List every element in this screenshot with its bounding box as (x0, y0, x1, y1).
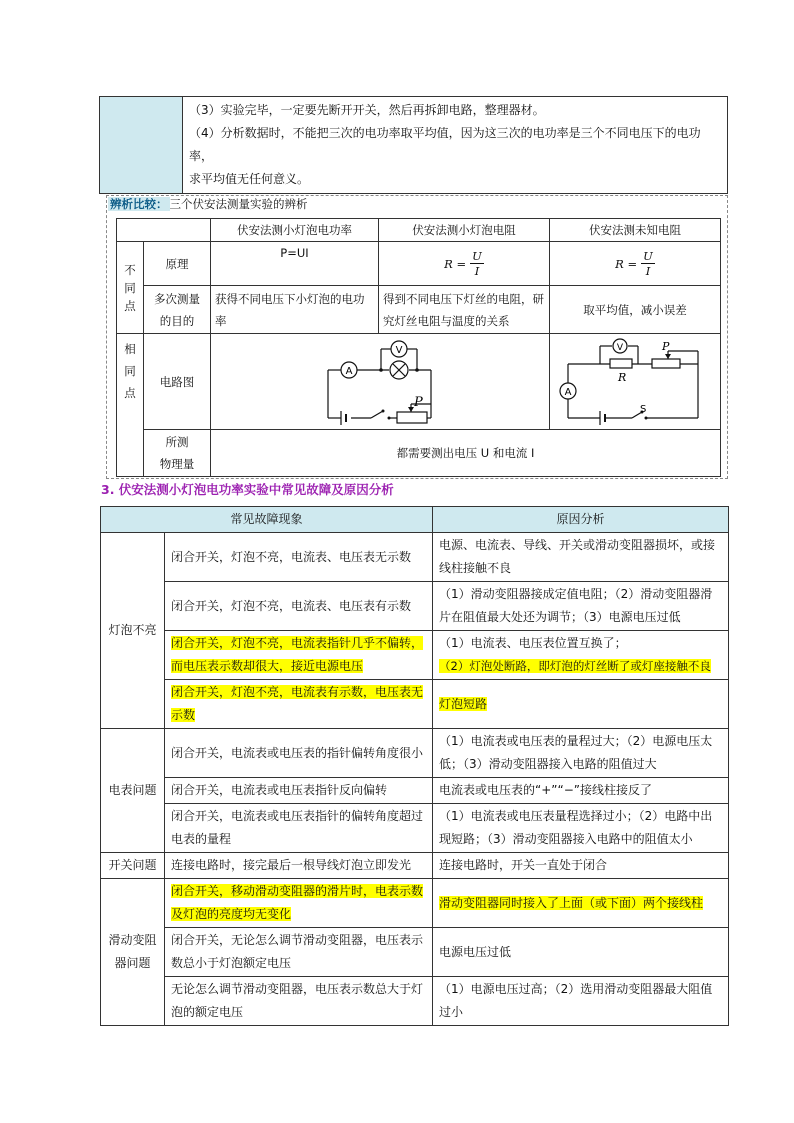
ohm-law-formula: R = $\frac{U}{I}$ (444, 249, 482, 278)
header-power: 伏安法测小灯泡电功率 (211, 219, 379, 242)
header-unknown: 伏安法测未知电阻 (550, 219, 721, 242)
reason-cell: 滑动变阻器同时接入了上面（或下面）两个接线柱 (433, 879, 729, 928)
comparison-heading (108, 196, 308, 212)
comparison-title: 三个伏安法测量实验的辨析 (169, 197, 308, 211)
header-reason: 原因分析 (433, 507, 729, 533)
row-multi: 多次测量 的目的 (144, 286, 211, 334)
phenomenon-cell: 闭合开关，电流表或电压表指针的偏转角度超过电表的量程 (165, 804, 433, 853)
circuit-diagram-1 (211, 336, 550, 428)
row-circuit: 电路图 (144, 334, 211, 430)
svg-text:V: V (616, 342, 624, 353)
same-label: 相 同 点 (117, 334, 144, 477)
svg-text:A: A (564, 386, 572, 398)
reason-cell: （1）电流表或电压表量程选择过小；（2）电路中出现短路；（3）滑动变阻器接入电路中的阻值太小 (433, 804, 729, 853)
svg-text:R: R (618, 370, 627, 384)
multi-unknown: 取平均值，减小误差 (550, 286, 721, 334)
category-cell (100, 97, 183, 194)
corner-cell (117, 219, 211, 242)
reason-cell: （1）电流表、电压表位置互换了； （2）灯泡处断路，即灯泡的灯丝断了或灯座接触不良 (433, 631, 729, 680)
phenomenon-cell: 闭合开关，电流表或电压表指针反向偏转 (165, 778, 433, 804)
reason-cell: 电源、电流表、导线、开关或滑动变阻器损坏，或接线柱接触不良 (433, 533, 729, 582)
ohm-law-formula: R = $\frac{U}{I}$ (615, 249, 653, 278)
principle-power: P=UI (211, 242, 379, 286)
header-resistance: 伏安法测小灯泡电阻 (379, 219, 550, 242)
note-4-cont: 求平均值无任何意义。 (189, 172, 310, 186)
phenomenon-cell: 闭合开关，电流表或电压表的指针偏转角度很小 (165, 729, 433, 778)
multi-resistance: 得到不同电压下灯丝的电阻，研究灯丝电阻与温度的关系 (379, 286, 550, 334)
phenomenon-cell: 闭合开关，移动滑动变阻器的滑片时，电表示数 及灯泡的亮度均无变化 (165, 879, 433, 928)
comparison-label: 辨析比较： (110, 197, 168, 211)
reason-cell: （1）电流表或电压表的量程过大；（2）电源电压太低；（3）滑动变阻器接入电路的阻值过大 (433, 729, 729, 778)
category-rheostat: 滑动变阻 器问题 (101, 879, 165, 1026)
fault-analysis-table (100, 506, 729, 1026)
principle-resistance (379, 242, 550, 286)
svg-text:A: A (345, 365, 353, 377)
phenomenon-cell: 闭合开关，灯泡不亮，电流表有示数，电压表无 示数 (165, 680, 433, 729)
row-principle: 原理 (144, 242, 211, 286)
row-measure: 所测 物理量 (144, 430, 211, 477)
comparison-table (116, 218, 721, 477)
notes-cell (183, 97, 728, 194)
svg-text:P: P (662, 339, 670, 353)
circuit-1-cell (211, 334, 550, 430)
note-4: （4）分析数据时，不能把三次的电功率取平均值，因为这三次的电功率是三个不同电压下的电功率， (189, 126, 701, 163)
reason-cell: （1）电源电压过高；（2）选用滑动变阻器最大阻值过小 (433, 977, 729, 1026)
section-title: 3. 伏安法测小灯泡电功率实验中常见故障及原因分析 (101, 482, 394, 497)
phenomenon-cell: 闭合开关，灯泡不亮，电流表指针几乎不偏转， 而电压表示数却很大，接近电源电压 (165, 631, 433, 680)
diff-label: 不 同 点 (117, 242, 144, 334)
phenomenon-cell: 无论怎么调节滑动变阻器，电压表示数总大于灯泡的额定电压 (165, 977, 433, 1026)
reason-cell: 电流表或电压表的“+”“−”接线柱接反了 (433, 778, 729, 804)
phenomenon-cell: 闭合开关，灯泡不亮，电流表、电压表有示数 (165, 582, 433, 631)
circuit-diagram-2 (550, 336, 722, 428)
phenomenon-cell: 闭合开关，无论怎么调节滑动变阻器，电压表示数总小于灯泡额定电压 (165, 928, 433, 977)
reason-cell: 连接电路时，开关一直处于闭合 (433, 853, 729, 879)
measure-text: 都需要测出电压 U 和电流 I (211, 430, 721, 477)
reason-cell: （1）滑动变阻器接成定值电阻；（2）滑动变阻器滑片在阻值最大处还为调节；（3）电源电压过低 (433, 582, 729, 631)
category-lamp: 灯泡不亮 (101, 533, 165, 729)
note-3: （3）实验完毕，一定要先断开开关，然后再拆卸电路，整理器材。 (189, 103, 545, 117)
multi-power: 获得不同电压下小灯泡的电功率 (211, 286, 379, 334)
reason-cell: 灯泡短路 (433, 680, 729, 729)
experiment-notes-table (99, 96, 728, 194)
principle-unknown (550, 242, 721, 286)
svg-text:P: P (414, 394, 423, 410)
phenomenon-cell: 闭合开关，灯泡不亮，电流表、电压表无示数 (165, 533, 433, 582)
header-phenomenon: 常见故障现象 (101, 507, 433, 533)
circuit-2-cell (550, 334, 721, 430)
category-switch: 开关问题 (101, 853, 165, 879)
category-meter: 电表问题 (101, 729, 165, 853)
svg-text:S: S (640, 403, 647, 415)
reason-cell: 电源电压过低 (433, 928, 729, 977)
svg-text:V: V (395, 344, 403, 356)
phenomenon-cell: 连接电路时，接完最后一根导线灯泡立即发光 (165, 853, 433, 879)
